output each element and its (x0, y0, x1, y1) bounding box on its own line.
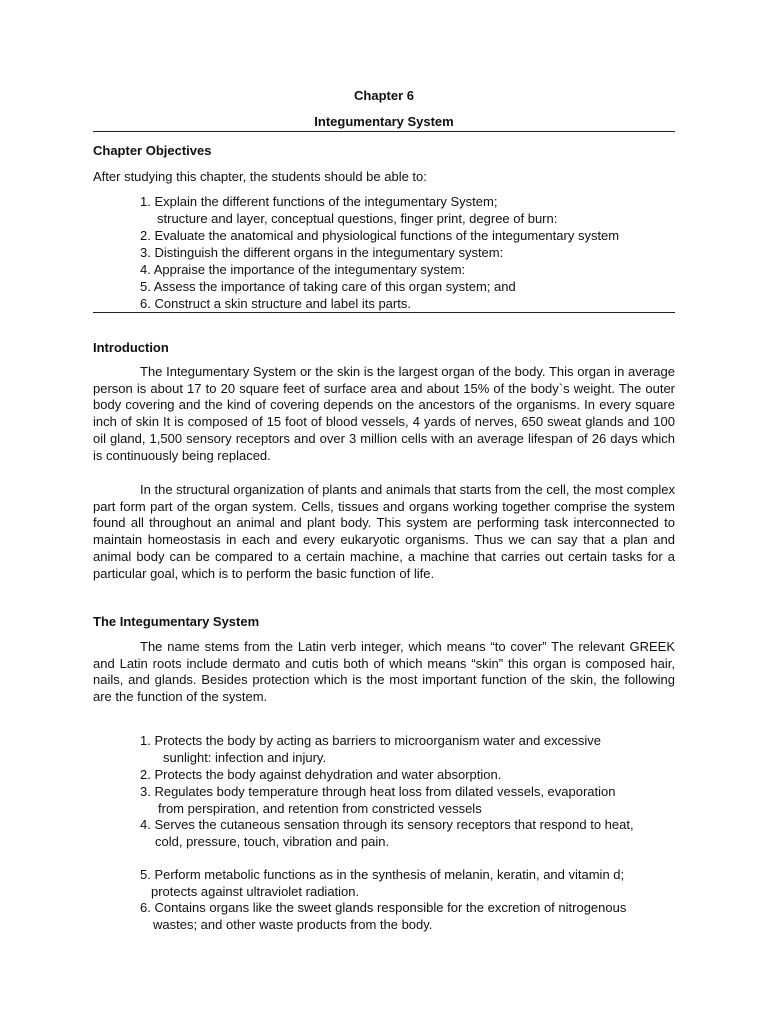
objective-item: 1. Explain the different functions of the integumentary System; (140, 194, 498, 209)
objective-item: 4. Appraise the importance of the integumentary system: (140, 262, 466, 277)
function-item (140, 867, 675, 900)
introduction-paragraph-1: The Integumentary System or the skin is the largest organ of the body. This organ in average person is about 17 to 20 square feet of surface area and about 15% of the body`s weight. The outer body covering and the kind of covering depends on the ancestors of the organisms. In every square inch of skin It is composed of 15 foot of blood vessels, 4 yards of nerves, 650 sweat glands and 100 oil gland, 1,500 sensory receptors and over 3 million cells with an average lifespan of 26 days which is continuously being replaced. (93, 364, 675, 463)
function-item (140, 817, 675, 850)
objectives-heading: Chapter Objectives (93, 143, 212, 158)
objectives-lead: After studying this chapter, the students should be able to: (93, 169, 427, 184)
chapter-title: Integumentary System (314, 114, 454, 129)
function-item-text: 6. Contains organs like the sweet glands responsible for the excretion of nitrogenous (140, 900, 627, 915)
function-item-continuation: sunlight: infection and injury. (163, 749, 327, 765)
function-item (140, 733, 675, 766)
objective-item: 6. Construct a skin structure and label its parts. (140, 296, 411, 311)
function-item-continuation: from perspiration, and retention from constricted vessels (158, 800, 482, 816)
function-item (140, 900, 675, 933)
function-item-continuation: wastes; and other waste products from the body. (153, 916, 433, 932)
objective-item: 2. Evaluate the anatomical and physiological functions of the integumentary system (140, 228, 620, 243)
introduction-paragraph-2: In the structural organization of plants and animals that starts from the cell, the most complex part form part of the organ system. Cells, tissues and organs working together comprise the system found all throughout an animal and plant body. This system are performing task interconnected to maintain homeostasis in each and every eukaryotic organisms. Thus we can say that a plan and animal body can be compared to a certain machine, a machine that carries out certain tasks for a particular goal, which is to perform the basic function of life. (93, 482, 675, 581)
objective-item-continuation: structure and layer, conceptual questions, finger print, degree of burn: (157, 211, 558, 226)
objective-item: 3. Distinguish the different organs in the integumentary system: (140, 245, 504, 260)
system-heading: The Integumentary System (93, 614, 260, 629)
function-item (140, 767, 675, 784)
objectives-rule (93, 312, 675, 313)
function-item-text: 5. Perform metabolic functions as in the synthesis of melanin, keratin, and vitamin d; (140, 867, 625, 882)
objective-item: 5. Assess the importance of taking care of this organ system; and (140, 279, 516, 294)
function-item-continuation: protects against ultraviolet radiation. (151, 883, 360, 899)
function-item-text: 1. Protects the body by acting as barriers to microorganism water and excessive (140, 733, 601, 748)
function-item-text: 3. Regulates body temperature through heat loss from dilated vessels, evaporation (140, 784, 616, 799)
function-item-continuation: cold, pressure, touch, vibration and pain. (155, 833, 390, 849)
function-item-text: 4. Serves the cutaneous sensation through its sensory receptors that respond to heat, (140, 817, 634, 832)
introduction-heading: Introduction (93, 340, 169, 355)
system-paragraph: The name stems from the Latin verb integer, which means “to cover” The relevant GREEK and Latin roots include dermato and cutis both of which means “skin” this organ is composed hair, nails, and glands. Besides protection which is the most important function of the skin, the following are the function of the system. (93, 639, 675, 705)
chapter-label: Chapter 6 (354, 88, 414, 103)
function-item (140, 784, 675, 817)
function-item-text: 2. Protects the body against dehydration and water absorption. (140, 767, 502, 782)
title-rule (93, 131, 675, 132)
